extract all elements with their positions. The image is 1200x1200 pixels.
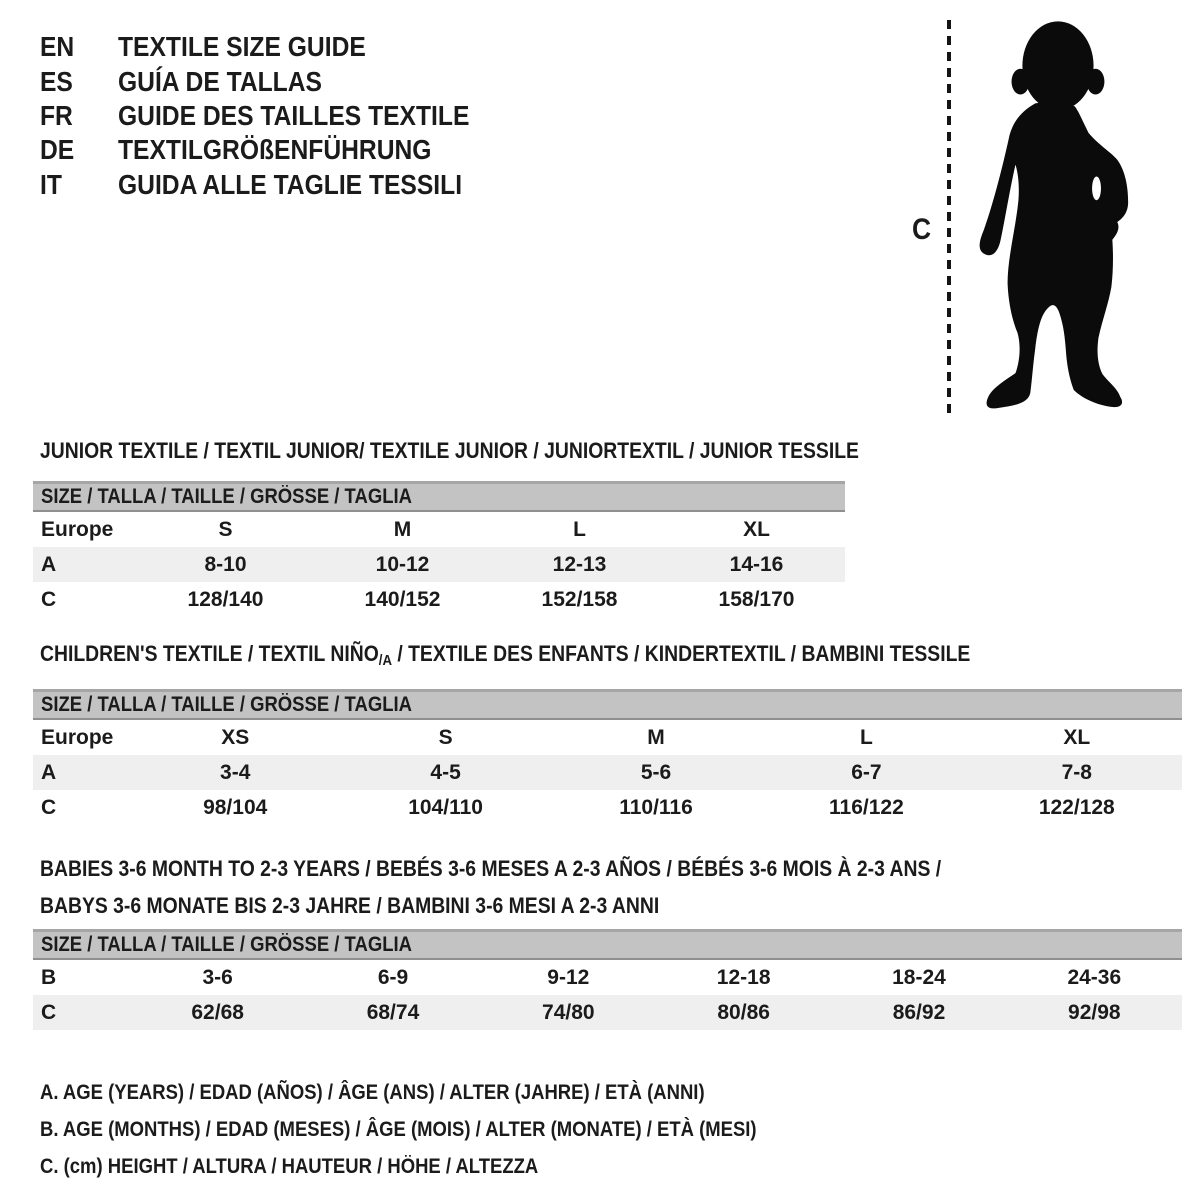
children-table-header: SIZE / TALLA / TAILLE / GRÖSSE / TAGLIA (33, 689, 1182, 720)
language-code: DE (40, 134, 75, 166)
age-value: 9-12 (547, 965, 590, 989)
row-label: C (41, 795, 57, 819)
row-label: C (41, 587, 57, 611)
language-title: TEXTILE SIZE GUIDE (118, 31, 366, 63)
babies-row-height (33, 995, 1182, 1030)
size-value: S (218, 517, 233, 541)
junior-size-table (33, 481, 845, 617)
height-measure-dashed-line (947, 20, 951, 417)
height-value: 158/170 (718, 587, 795, 611)
language-row-es (40, 64, 517, 98)
height-value: 80/86 (717, 1000, 770, 1024)
language-title: GUÍA DE TALLAS (118, 65, 322, 97)
language-title: TEXTILGRÖßENFÜHRUNG (118, 134, 432, 166)
age-value: 3-6 (202, 965, 233, 989)
row-label: A (41, 552, 57, 576)
children-row-height (33, 790, 1182, 825)
language-title: GUIDA ALLE TAGLIE TESSILI (118, 168, 463, 200)
age-value: 5-6 (640, 760, 672, 784)
nino-a-subscript: /A (378, 652, 392, 669)
age-value: 18-24 (892, 965, 946, 989)
size-value: XL (743, 517, 770, 541)
age-value: 4-5 (430, 760, 461, 784)
babies-table-header: SIZE / TALLA / TAILLE / GRÖSSE / TAGLIA (33, 929, 1182, 960)
size-value: L (859, 725, 873, 749)
height-value: 140/152 (364, 587, 441, 611)
age-value: 12-13 (552, 552, 607, 576)
junior-row-height (33, 582, 845, 617)
language-row-fr (40, 99, 517, 133)
height-value: 92/98 (1068, 1000, 1121, 1024)
age-value: 14-16 (729, 552, 784, 576)
row-label: A (41, 760, 57, 784)
size-value: M (647, 725, 665, 749)
age-value: 12-18 (716, 965, 771, 989)
babies-row-age-months (33, 960, 1182, 995)
height-value: 152/158 (541, 587, 618, 611)
size-value: L (573, 517, 586, 541)
language-code: EN (40, 31, 75, 63)
size-value: S (438, 725, 453, 749)
height-value: 122/128 (1038, 795, 1115, 819)
legend-line-c: C. (cm) HEIGHT / ALTURA / HAUTEUR / HÖHE / ALTEZZA (40, 1155, 539, 1178)
height-value: 74/80 (542, 1000, 595, 1024)
junior-table-header: SIZE / TALLA / TAILLE / GRÖSSE / TAGLIA (33, 481, 845, 512)
height-value: 98/104 (203, 795, 268, 819)
height-value: 86/92 (892, 1000, 946, 1024)
junior-row-europe (33, 512, 845, 547)
language-code: FR (40, 99, 73, 131)
size-value: M (393, 517, 412, 541)
language-code: ES (40, 65, 73, 97)
size-value: XL (1063, 725, 1091, 749)
age-value: 8-10 (204, 552, 247, 576)
row-label: Europe (41, 517, 114, 541)
toddler-silhouette-icon (972, 18, 1140, 418)
language-row-en (40, 30, 517, 64)
language-list (40, 30, 517, 202)
height-value: 104/110 (408, 795, 483, 819)
height-value: 116/122 (829, 795, 904, 819)
age-value: 6-7 (851, 760, 882, 784)
language-title: GUIDE DES TAILLES TEXTILE (118, 99, 470, 131)
size-value: XS (221, 725, 250, 749)
age-value: 24-36 (1067, 965, 1122, 989)
age-value: 6-9 (377, 965, 409, 989)
legend-line-b: B. AGE (MONTHS) / EDAD (MESES) / ÂGE (MOIS) / ALTER (MONATE) / ETÀ (MESI) (40, 1118, 757, 1141)
row-label: B (41, 965, 57, 989)
language-code: IT (40, 168, 62, 200)
language-row-de (40, 133, 517, 167)
measure-legend (40, 1074, 854, 1185)
height-figure (900, 15, 1160, 425)
row-label: Europe (41, 725, 114, 749)
height-value: 110/116 (619, 795, 693, 819)
height-value: 68/74 (366, 1000, 420, 1024)
height-measure-label: C (912, 213, 932, 246)
age-value: 3-4 (220, 760, 251, 784)
babies-size-table (33, 929, 1182, 1030)
junior-row-age (33, 547, 845, 582)
children-row-age (33, 755, 1182, 790)
language-row-it (40, 168, 517, 202)
height-value: 62/68 (191, 1000, 244, 1024)
junior-section-title: JUNIOR TEXTILE / TEXTIL JUNIOR/ TEXTILE JUNIOR / JUNIORTEXTIL / JUNIOR TESSILE (40, 438, 859, 463)
row-label: C (41, 1000, 57, 1024)
legend-line-a: A. AGE (YEARS) / EDAD (AÑOS) / ÂGE (ANS) / ALTER (JAHRE) / ETÀ (ANNI) (40, 1081, 705, 1104)
babies-section-title: BABIES 3-6 MONTH TO 2-3 YEARS / BEBÉS 3-6 MESES A 2-3 AÑOS / BÉBÉS 3-6 MOIS À 2-3 ANS / BABYS 3-6 MONATE BIS 2-3 JAHRE / BAMBINI 3-6 MESI A 2-3 ANNI (40, 856, 942, 918)
children-row-europe (33, 720, 1182, 755)
height-value: 128/140 (187, 587, 264, 611)
children-section-title: CHILDREN'S TEXTILE / TEXTIL $NIÑO_{/A}$ / TEXTILE DES ENFANTS / KINDERTEXTIL / BAMBINI TESSILE (40, 641, 971, 669)
age-value: 10-12 (375, 552, 430, 576)
age-value: 7-8 (1061, 760, 1092, 784)
children-size-table (33, 689, 1182, 825)
